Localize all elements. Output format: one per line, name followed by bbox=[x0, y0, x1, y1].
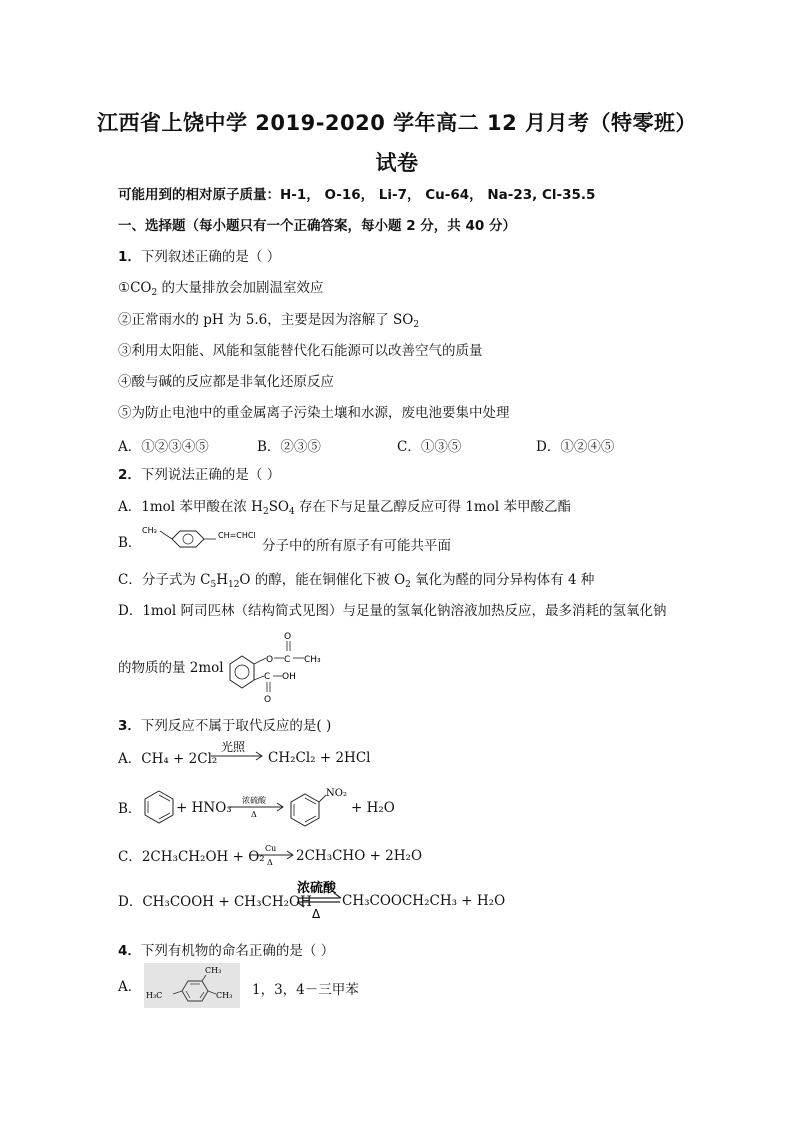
q2-stem bbox=[118, 466, 280, 484]
q1-s1-pre: ①CO bbox=[118, 280, 152, 296]
q3-c-arrow bbox=[248, 844, 296, 868]
q3-b-reagent: + HNO₃ bbox=[176, 800, 232, 816]
q3-number: 3． bbox=[118, 718, 141, 734]
q3-d-condition-top: 浓硫酸 bbox=[297, 881, 337, 896]
q3-b-nitrobenzene bbox=[289, 786, 351, 830]
aspirin-hydroxyl: OH bbox=[282, 672, 296, 682]
q3-a-left: CH₄ + 2Cl₂ bbox=[141, 751, 218, 767]
q4-option-a-structure bbox=[144, 963, 240, 1008]
exam-title-line2: 试卷 bbox=[375, 151, 419, 175]
q4-stem bbox=[118, 942, 334, 960]
q2-c-sub1: 5 bbox=[210, 580, 217, 590]
q3-c-label: C． bbox=[118, 849, 142, 865]
section1-header: 一、选择题（每小题只有一个正确答案，每小题 2 分，共 40 分） bbox=[118, 218, 516, 234]
q1-stem bbox=[118, 248, 280, 266]
aspirin-methyl: CH₃ bbox=[304, 655, 321, 665]
q1-option-c: C．①③⑤ bbox=[397, 439, 462, 455]
q3-d-left: CH₃COOH + CH₃CH₂OH bbox=[142, 894, 312, 910]
exam-title-line1: 江西省上饶中学 2019-2020 学年高二 12 月月考（特零班） bbox=[96, 111, 698, 135]
q3-c-condition-top: Cu bbox=[265, 844, 277, 853]
benzene-ring-icon bbox=[145, 791, 173, 823]
aspirin-benzene-ring bbox=[230, 656, 254, 688]
q2-option-a bbox=[118, 498, 571, 516]
q3-d-condition-bottom: Δ bbox=[312, 907, 321, 921]
q1-statement-4: ④酸与碱的反应都是非氧化还原反应 bbox=[118, 374, 334, 390]
q1-option-a: A．①②③④⑤ bbox=[118, 439, 209, 455]
q2-c-mid1: H bbox=[216, 572, 228, 588]
aspirin-acid-o: O bbox=[264, 695, 272, 705]
aspirin-carbonyl-c: C bbox=[284, 655, 291, 665]
q4-option-a-name: 1，3，4－三甲苯 bbox=[252, 982, 359, 998]
q1-s2-sub: 2 bbox=[413, 320, 420, 330]
q3-b-arrow bbox=[226, 796, 286, 820]
q1-option-b: B．②③⑤ bbox=[257, 439, 321, 455]
q4-option-a-label: A． bbox=[118, 979, 142, 995]
q4-number: 4． bbox=[118, 943, 141, 959]
q2-option-c bbox=[118, 571, 594, 589]
q2-option-b-text: 分子中的所有原子有可能共平面 bbox=[262, 538, 451, 554]
q3-b-label: B． bbox=[118, 801, 142, 817]
q3-b-condition-top: 浓硫酸 bbox=[242, 796, 266, 805]
q2-b-vinyl: CH=CHCl bbox=[218, 531, 256, 540]
q2-c-pre: C．分子式为 C bbox=[118, 572, 211, 588]
q1-statement-2 bbox=[118, 311, 419, 329]
q2-a-post: 存在下与足量乙醇反应可得 1mol 苯甲酸乙酯 bbox=[294, 499, 571, 515]
q3-d-label: D． bbox=[118, 894, 143, 910]
q4-stem-text: 下列有机物的命名正确的是（ ） bbox=[140, 943, 335, 959]
q2-a-pre: A．1mol 苯甲酸在浓 H bbox=[118, 499, 263, 515]
q4-a-h3c: H₃C bbox=[146, 991, 163, 1000]
q3-option-c bbox=[118, 848, 265, 866]
q2-c-mid2: O 的醇，能在铜催化下被 O bbox=[239, 572, 406, 588]
q2-stem-text: 下列说法正确的是（ ） bbox=[140, 467, 281, 483]
q3-b-benzene bbox=[143, 789, 175, 825]
q3-a-arrow bbox=[209, 740, 267, 762]
q3-option-d bbox=[118, 893, 312, 911]
q2-b-ch3: CH₃ bbox=[142, 526, 157, 535]
q2-option-d-line2: 的物质的量 2mol bbox=[118, 660, 224, 676]
q3-c-right: 2CH₃CHO + 2H₂O bbox=[296, 848, 423, 864]
q1-statement-5: ⑤为防止电池中的重金属离子污染土壤和水源，废电池要集中处理 bbox=[118, 405, 510, 421]
q2-a-sub1: 2 bbox=[262, 507, 269, 517]
q2-number: 2． bbox=[118, 467, 141, 483]
q3-b-condition-bottom: Δ bbox=[251, 810, 257, 819]
q1-statement-1 bbox=[118, 279, 324, 297]
q3-c-condition-bottom: Δ bbox=[267, 858, 273, 867]
q1-s1-sub: 2 bbox=[151, 288, 158, 298]
aspirin-carbonyl-o: O bbox=[284, 632, 292, 642]
q3-a-label: A． bbox=[118, 751, 142, 767]
q1-s1-post: 的大量排放会加剧温室效应 bbox=[157, 280, 324, 296]
aspirin-structure bbox=[224, 630, 334, 710]
benzene-ring-icon bbox=[291, 794, 319, 826]
q1-statement-3: ③利用太阳能、风能和氢能替代化石能源可以改善空气的质量 bbox=[118, 343, 483, 359]
aspirin-ester-o: O bbox=[266, 655, 274, 665]
q2-b-benzene-ring bbox=[172, 531, 204, 547]
q3-a-right: CH₂Cl₂ + 2HCl bbox=[268, 750, 371, 766]
q3-c-left: 2CH₃CH₂OH + O₂ bbox=[141, 849, 265, 865]
q3-b-nitro-group: NO₂ bbox=[326, 788, 347, 799]
q4-a-ch3-right: CH₃ bbox=[216, 991, 233, 1000]
q3-stem bbox=[118, 717, 331, 735]
q3-d-right: CH₃COOCH₂CH₃ + H₂O bbox=[342, 893, 506, 909]
q2-option-b-label: B． bbox=[118, 535, 142, 551]
q4-a-ch3-top: CH₃ bbox=[205, 966, 222, 975]
q3-a-condition: 光照 bbox=[221, 740, 246, 754]
q2-c-sub3: 2 bbox=[405, 580, 411, 590]
q2-option-b-structure bbox=[142, 526, 264, 552]
q1-number: 1． bbox=[118, 249, 141, 265]
q1-option-d: D．①②④⑤ bbox=[536, 439, 615, 455]
q2-c-post: 氧化为醛的同分异构体有 4 种 bbox=[410, 572, 595, 588]
q3-option-a bbox=[118, 750, 217, 768]
q3-d-equilibrium-arrow bbox=[296, 879, 344, 921]
q2-c-sub2: 12 bbox=[227, 580, 240, 590]
q2-a-mid: SO bbox=[268, 499, 290, 515]
q3-stem-text: 下列反应不属于取代反应的是( ) bbox=[140, 718, 332, 734]
q2-a-sub2: 4 bbox=[289, 507, 295, 517]
q1-stem-text: 下列叙述正确的是（ ） bbox=[140, 249, 281, 265]
q2-option-d-line1: D．1mol 阿司匹林（结构简式见图）与足量的氢氧化钠溶液加热反应，最多消耗的氢氧化钠 bbox=[118, 603, 667, 619]
aspirin-acid-c: C bbox=[264, 672, 271, 682]
atomic-masses-line: 可能用到的相对原子质量：H-1， O-16， Li-7， Cu-64， Na-23, Cl-35.5 bbox=[118, 187, 596, 203]
q1-s2-pre: ②正常雨水的 pH 为 5.6，主要是因为溶解了 SO bbox=[118, 312, 414, 328]
q3-b-product: + H₂O bbox=[351, 800, 395, 816]
